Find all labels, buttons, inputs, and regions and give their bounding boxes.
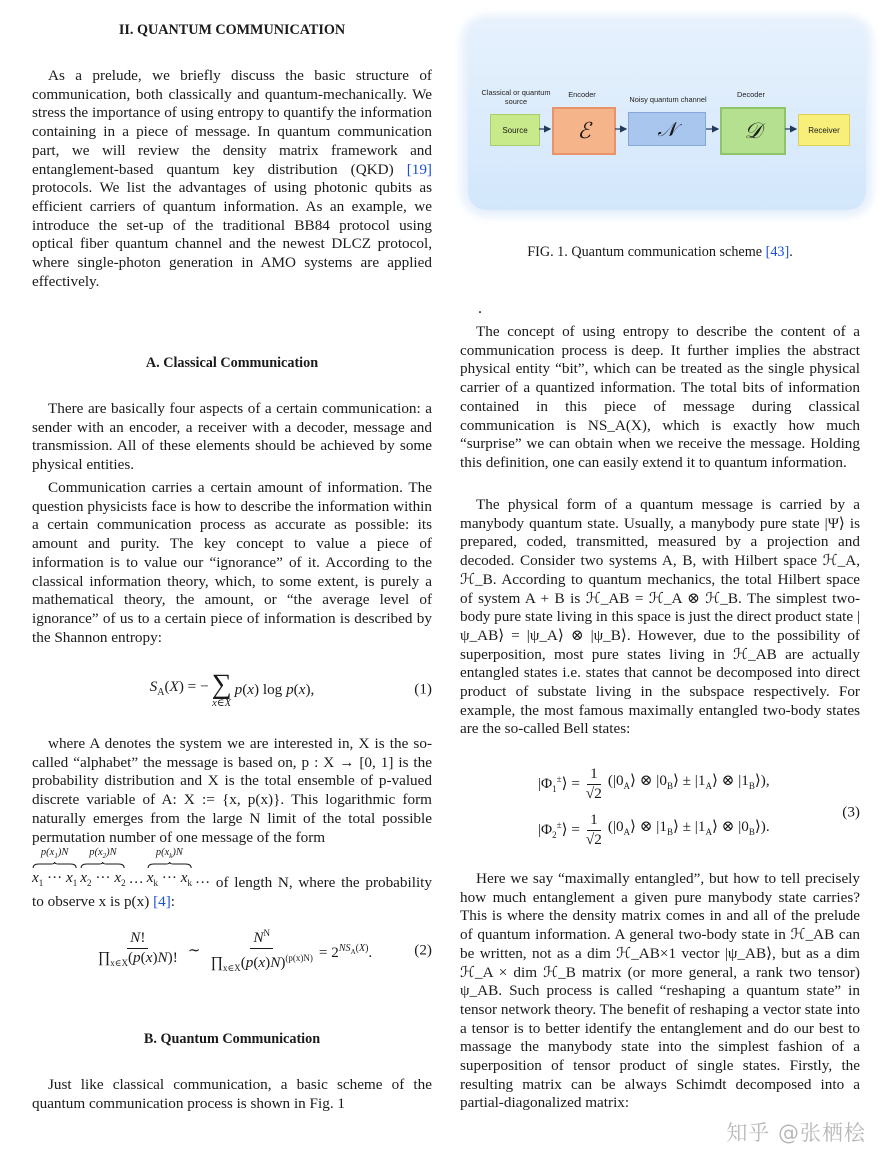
decoder-box: 𝒟 [720,107,786,155]
permutation-expression: $p(x_1)N$ $x_1$ ··· $x_1$ $p(x_2)N$ $x_2$ ··· $x_2$ ··· $p(x_k)N$ $x_k$ ··· $x_k$ ··· of length N, where the probability to observe x is p(x) [4]: [32,847,432,910]
section-title: II. QUANTUM COMMUNICATION [118,22,346,38]
subsection-a-title: A. Classical Communication [145,355,319,371]
source-label: Classical or quantum source [481,88,551,106]
channel-box: 𝒩 [628,112,706,146]
subsection-b-title: B. Quantum Communication [143,1031,321,1047]
citation-link[interactable]: [19] [406,160,432,178]
paragraph-r2: The physical form of a quantum message is carried by a manybody quantum state. Usually, a manybody pure state |Ψ⟩ is prepared, coded, transmitted, measured by a projection and decoded. Consider two systems A, B, with Hilbert space ℋ_A, ℋ_B. According to quantum mechanics, the total Hilbert space of system A + B is ℋ_AB = ℋ_A ⊗ ℋ_B. The simplest two-body pure state living in this space is just the direct product state |ψ_AB⟩ = |ψ_A⟩ ⊗ |ψ_B⟩. However, due to the possibility of superposition, most pure states living in ℋ_AB are actually entangled states i.e. states that cannot be decomposed into direct product of substate living in the subspace respectively. For example, the most famous maximally entangled two-body states are the so-called Bell states: [460,496,860,738]
paragraph-r1: The concept of using entropy to describe the content of a communication process is deep. It further implies the abstract physical entity “bit”, which can be treated as the single physical carrier of a quantized information. The total bits of information contained in this piece of message during classical communication is NS_A(X), which is exactly how much “surprise” we can obtain when we receive the message. Holding this definition, one can easily extend it to quantum information. [460,323,860,471]
decoder-label: Decoder [737,90,765,99]
arrows-icon [468,22,866,210]
paragraph-a3: where A denotes the system we are interested in, X is the so-called “alphabet” the message is based on, p : X → [0, 1] is the probability distribution and X is the total ensemble of p-valued discrete variable of A: X := {x, p(x)}. This logarithmic form naturally emerges from the large N limit of the total possible permutation number of one message of the form [32,735,432,846]
equation-1: $S_A(X)$ = − ∑ x∈X p(x) log p(x), (1) [149,668,432,709]
figure-caption: FIG. 1. Quantum communication scheme [43]. [527,244,793,260]
encoder-box: ℰ [552,107,616,155]
citation-link[interactable]: [4] [153,892,171,910]
equation-2: $\frac{N!}{\prod_{x\in X}(p(x)N)!}$ ∼ $\frac{N^N}{\prod_{x\in X}(p(x)N)^{(p(x)N)}}$ = $2^{NS_A(X)}$. (2) [32,926,432,976]
equation-2-number: (2) [414,941,432,959]
overbrace-icon [32,862,77,869]
sum-symbol: ∑ x∈X [211,668,232,709]
equation-1-number: (1) [414,680,432,698]
overbrace-icon [147,862,192,869]
equation-3: $|\Phi_1^\pm⟩$ = $\frac{1}{√2}$ ($|0_A⟩$ ⊗ $|0_B⟩$ ± $|1_A⟩$ ⊗ $|1_B⟩$), $|\Phi_2^\pm⟩$ = $\frac{1}{√2}$ ($|0_A⟩$ ⊗ $|1_B⟩$ ± $|1_A⟩$ ⊗ $|0_B⟩$). (3) [538,765,860,848]
stray-dot: . [478,300,482,317]
figure-1 [468,22,866,210]
watermark: 知乎 @张栖桧 [726,1121,866,1145]
paragraph-a1: There are basically four aspects of a certain communication: a sender with an encoder, a receiver with a decoder, message and transmission. All of these elements should be achieved by some physical entities. [32,400,432,474]
source-box: Source [490,114,540,146]
encoder-label: Encoder [568,90,596,99]
paragraph-a2: Communication carries a certain amount of information. The question physicists face is how to describe the information within a certain communication process as accurate as possible: its amount and purity. The key concept to value a piece of information is to value our “ignorance” of it. According to the classical information theory, which, to some extent, is purely a mathematical theory, the amount, or “the average level of ignorance” of us to a certain piece of information is described by the Shannon entropy: [32,479,432,646]
paragraph-r3: Here we say “maximally entangled”, but how to tell precisely how much entanglement a given pure manybody state carries? This is where the density matrix comes in and all of the prelude of quantum information. A general two-body state in ℋ_AB can be written, not as a dim ℋ_AB×1 vector |ψ_AB⟩, but as a dim ℋ_A × dim ℋ_B matrix (or more general, a rank two tensor) ψ_AB. Such process is called “reshaping a quantum state” in tensor network theory. The benefit of reshaping a vector state into a tensor is to better identify the entanglement and do our best to massage the manybody state into the simplest fashion of a superposition of tensor product of single states. Firstly, the resulting matrix can be always Schimdt decomposed into a partial-diagonalized matrix: [460,870,860,1112]
citation-link[interactable]: [43] [765,244,790,260]
intro-paragraph: As a prelude, we briefly discuss the basic structure of communication, both classically and quantum-mechanically. We stress the importance of using entropy to quantify the information containing in a piece of message. In quantum communication part, we will review the density matrix framework and entanglement-based quantum key distribution (QKD) [19] protocols. We list the advantages of using photonic qubits as efficient carriers of quantum information. As an example, we introduce the set-up of the traditional BB84 protocol using optical fiber quantum channel and the newest DLCZ protocol, where single-photon generation in AMO systems are applied effectively. [32,67,432,290]
receiver-box: Receiver [798,114,850,146]
equation-3-number: (3) [842,803,860,821]
channel-label: Noisy quantum channel [629,95,707,104]
overbrace-group: $p(x_1)N$ $x_1$ ··· $x_1$ $p(x_2)N$ $x_2$ ··· $x_2$ ··· $p(x_k)N$ $x_k$ ··· $x_k$ ··· [32,847,211,892]
paragraph-b1: Just like classical communication, a basic scheme of the quantum communication process is shown in Fig. 1 [32,1076,432,1112]
overbrace-icon [80,862,125,869]
